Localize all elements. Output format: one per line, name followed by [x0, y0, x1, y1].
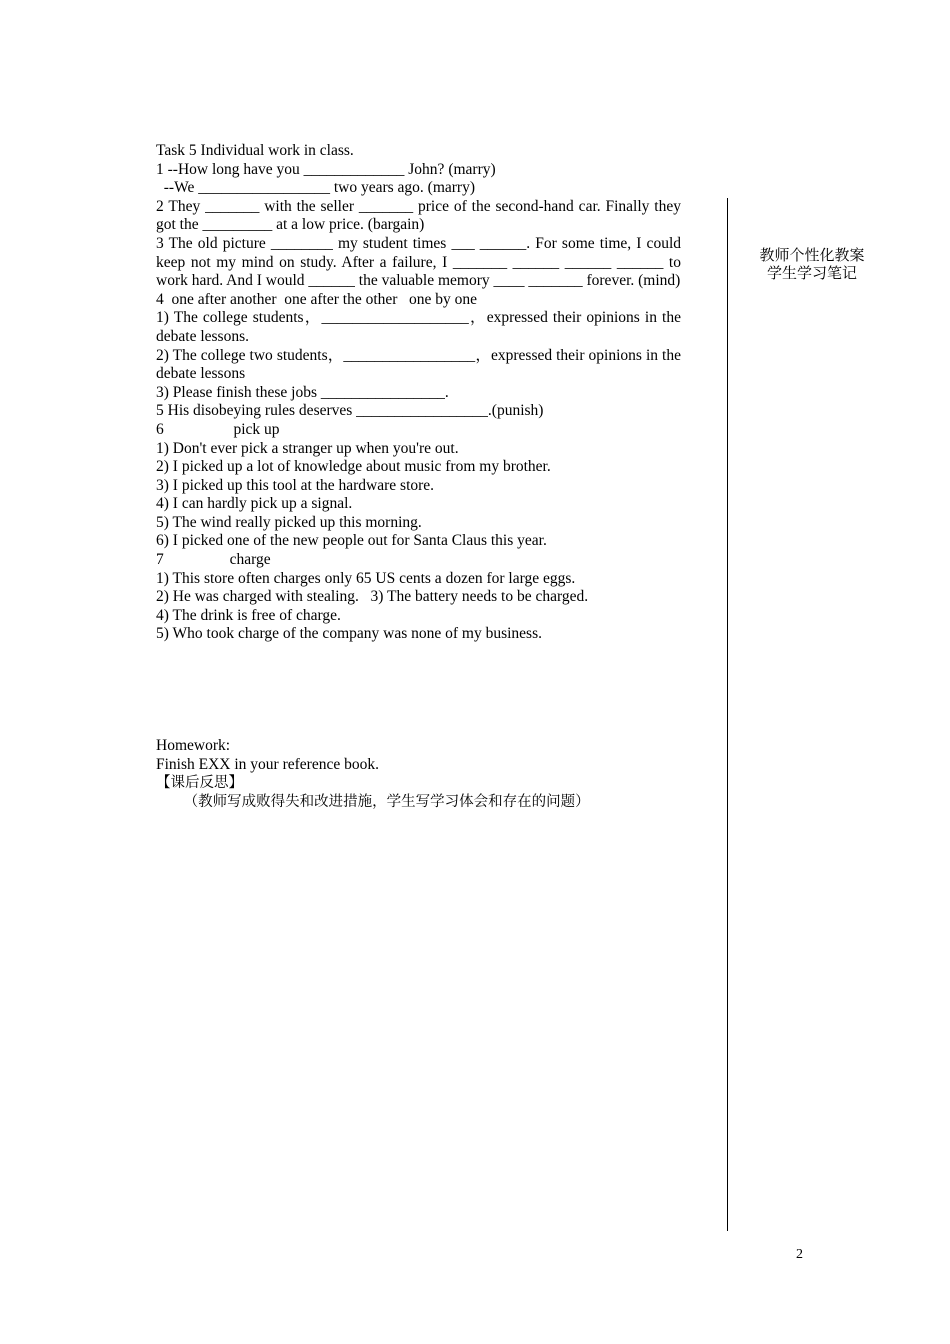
question-7-heading: 7 charge	[156, 551, 271, 569]
reflection-note: （教师写成败得失和改进措施，学生写学习体会和存在的问题）	[156, 793, 590, 810]
question-4-item-1: 1) The college students，___________________，expressed their opinions in the debate lessons.	[156, 309, 681, 345]
sidebar-line-1: 教师个性化教案	[759, 246, 865, 264]
question-6-item: 1) Don't ever pick a stranger up when you're out.	[156, 439, 459, 457]
page-number: 2	[796, 1247, 803, 1262]
homework-text: Finish EXX in your reference book.	[156, 755, 379, 773]
question-4-heading: 4 one after another one after the other one by one	[156, 290, 478, 308]
question-2: 2 They _______ with the seller _______ price of the second-hand car. Finally they got the _________ at a low price. (bargain)	[156, 197, 681, 234]
question-1b: --We _________________ two years ago. (marry)	[156, 179, 476, 197]
question-7-item: 1) This store often charges only 65 US cents a dozen for large eggs.	[156, 569, 576, 587]
question-6-item: 3) I picked up this tool at the hardware store.	[156, 476, 435, 494]
sidebar-line-2: 学生学习笔记	[766, 264, 857, 282]
question-7-item: 4) The drink is free of charge.	[156, 606, 341, 624]
question-3: 3 The old picture ________ my student times ___ ______. For some time, I could keep not my mind on study. After a failure, I _______ ______ ______ ______ to work hard. And I would ______ the valuable memory ____ _______ forever. (mind)	[156, 234, 681, 290]
sidebar-divider	[727, 198, 728, 1231]
question-1a: 1 --How long have you _____________ John? (marry)	[156, 160, 496, 178]
reflection-title: 【课后反思】	[156, 775, 243, 792]
homework-label: Homework:	[156, 737, 231, 754]
question-6-item: 6) I picked one of the new people out for Santa Claus this year.	[156, 532, 547, 550]
question-4-item-2: 2) The college two students，_________________，expressed their opinions in the debate lessons	[156, 346, 681, 383]
question-4-item-3: 3) Please finish these jobs ________________.	[156, 383, 449, 401]
main-content	[156, 142, 681, 811]
question-6-heading: 6 pick up	[156, 420, 280, 438]
question-7-item: 2) He was charged with stealing. 3) The battery needs to be charged.	[156, 588, 589, 606]
question-5: 5 His disobeying rules deserves _________________.(punish)	[156, 402, 544, 420]
task-title: Task 5 Individual work in class.	[156, 142, 354, 159]
question-6-item: 5) The wind really picked up this morning.	[156, 513, 422, 531]
question-6-item: 4) I can hardly pick up a signal.	[156, 495, 353, 513]
question-7-item: 5) Who took charge of the company was none of my business.	[156, 625, 542, 643]
sidebar-notes	[742, 246, 882, 282]
question-6-item: 2) I picked up a lot of knowledge about music from my brother.	[156, 458, 551, 476]
